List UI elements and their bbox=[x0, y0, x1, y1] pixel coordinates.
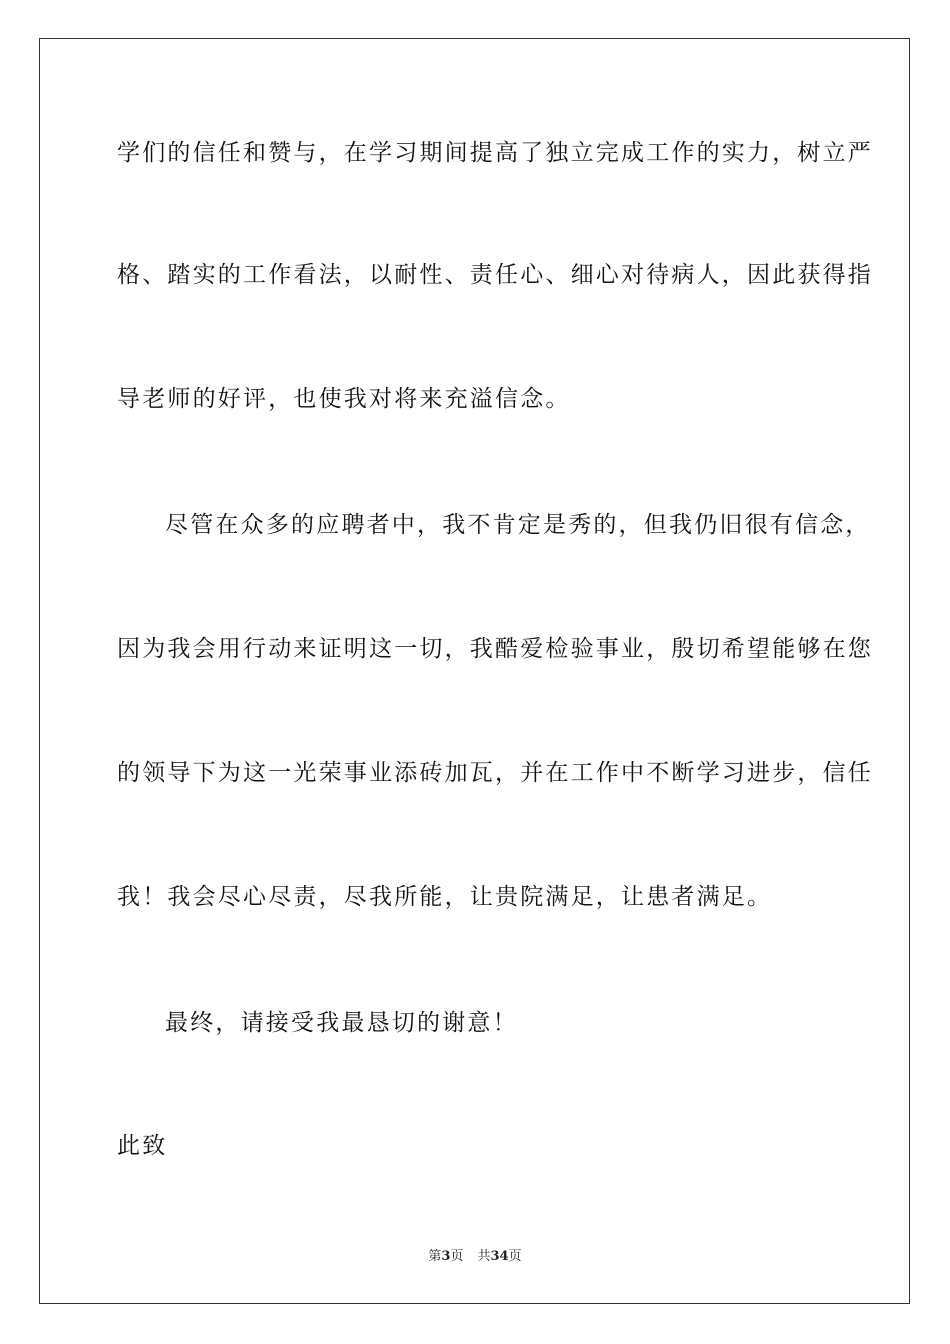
page-label-suffix: 页 bbox=[450, 1249, 464, 1264]
body-line-4: 尽管在众多的应聘者中，我不肯定是秀的，但我仍旧很有信念， bbox=[165, 512, 871, 538]
total-pages: 34 bbox=[490, 1249, 509, 1264]
page-label-prefix: 第 bbox=[428, 1249, 442, 1264]
total-label-suffix: 页 bbox=[508, 1249, 522, 1264]
page-number: 3 bbox=[441, 1249, 451, 1264]
body-line-6: 的领导下为这一光荣事业添砖加瓦，并在工作中不断学习进步，信任 bbox=[117, 760, 873, 786]
page-footer bbox=[0, 1248, 950, 1266]
total-label-prefix: 共 bbox=[477, 1249, 491, 1264]
page-border bbox=[39, 38, 910, 1304]
body-line-2: 格、踏实的工作看法，以耐性、责任心、细心对待病人，因此获得指 bbox=[117, 262, 873, 288]
body-line-7: 我！我会尽心尽责，尽我所能，让贵院满足，让患者满足。 bbox=[117, 884, 773, 910]
closing-salutation: 此致 bbox=[117, 1133, 168, 1159]
body-line-1: 学们的信任和赞与，在学习期间提高了独立完成工作的实力，树立严 bbox=[117, 140, 873, 166]
body-line-5: 因为我会用行动来证明这一切，我酷爱检验事业，殷切希望能够在您 bbox=[117, 636, 873, 662]
body-line-3: 导老师的好评，也使我对将来充溢信念。 bbox=[117, 386, 571, 412]
body-line-8: 最终，请接受我最恳切的谢意！ bbox=[165, 1010, 518, 1036]
